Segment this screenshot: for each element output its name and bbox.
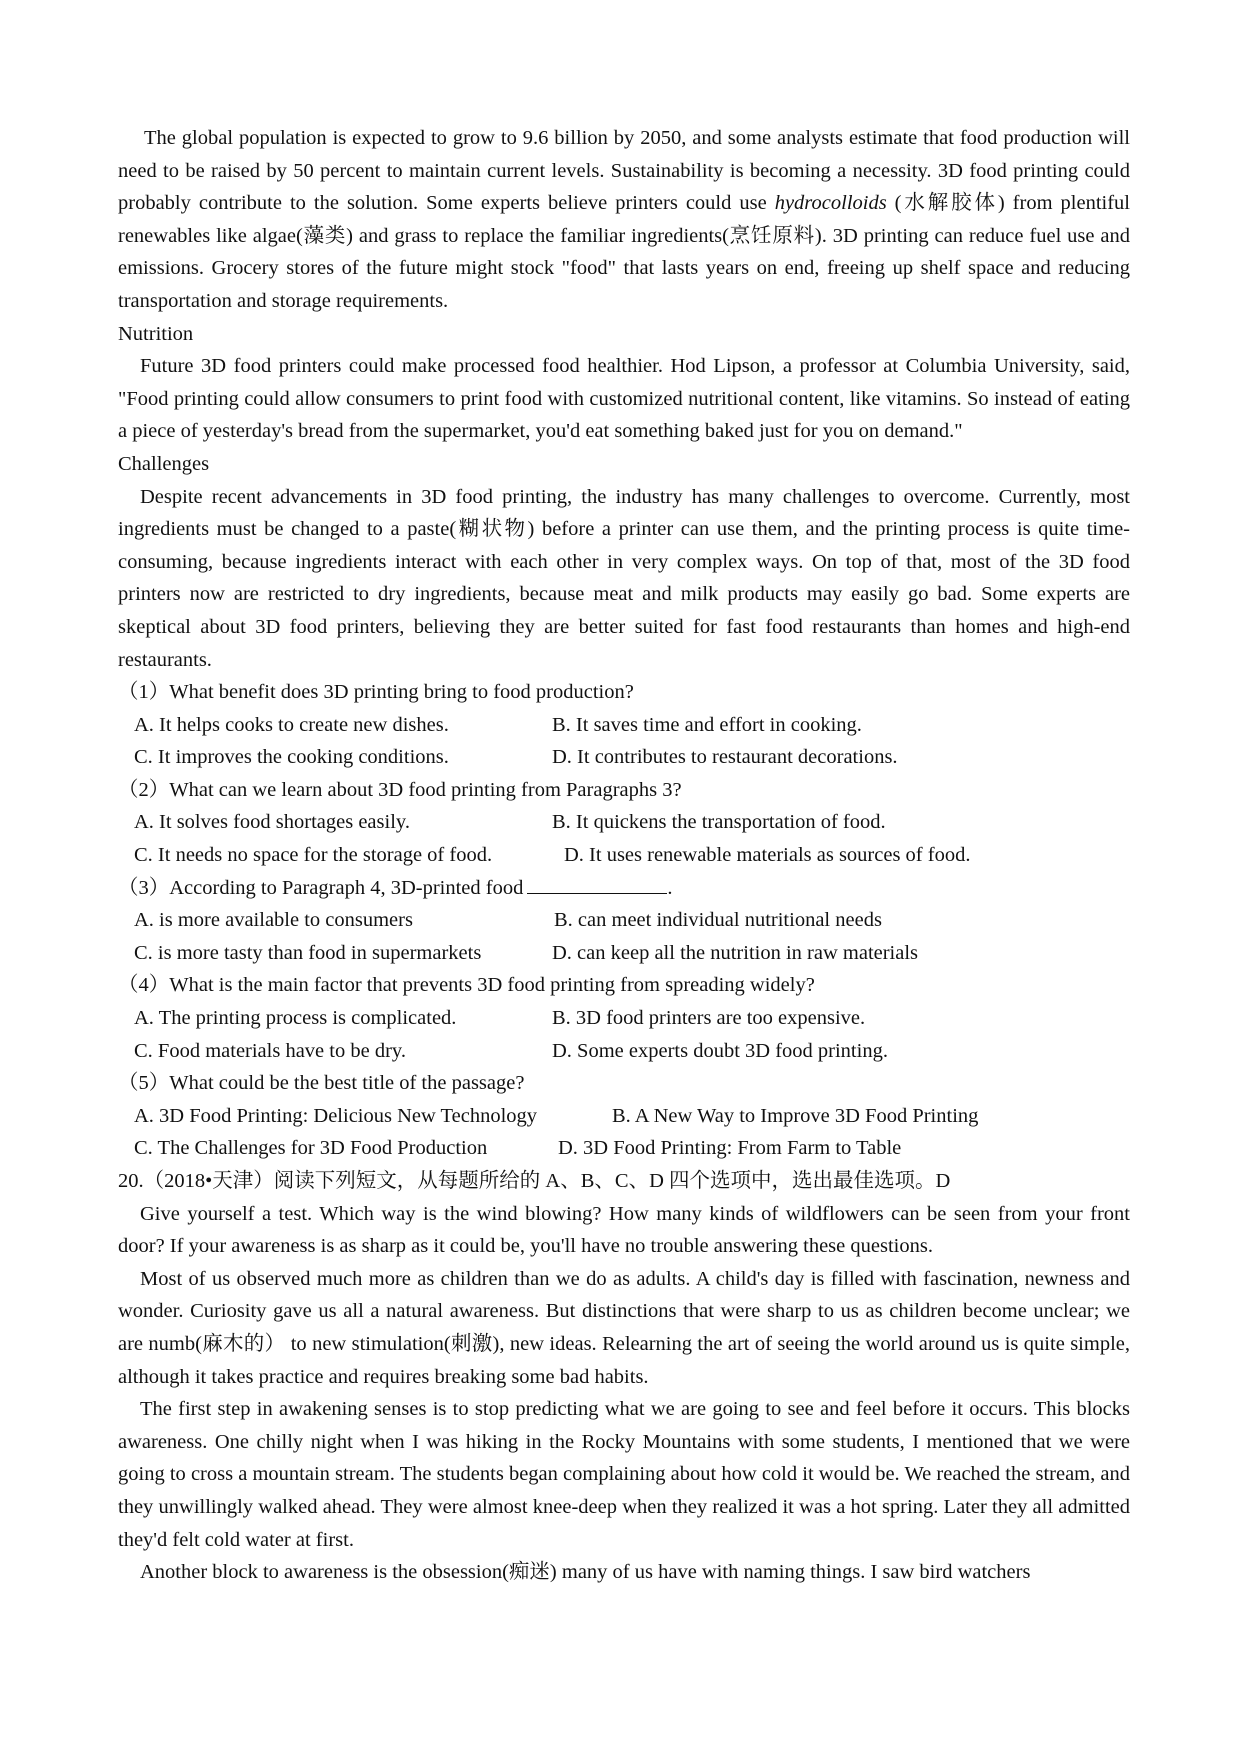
passage2-paragraph-4: Another block to awareness is the obsession(痴迷) many of us have with naming things. I saw bird watchers <box>140 1561 1031 1584</box>
passage-paragraph-challenges: Despite recent advancements in 3D food printing, the industry has many challenges to overcome. Currently, most ingredients must be changed to a paste(糊状物) before a printer can use them, and the printing process is quite time-consuming, because ingredients interact with each other in very complex ways. On top of that, most of the 3D food printers now are restricted to dry ingredients, because meat and milk products may easily go bad. Some experts are skeptical about 3D food printers, believing they are better suited for fast food restaurants than homes and high-end restaurants. <box>118 485 1130 671</box>
option-row <box>118 806 1130 839</box>
section-heading-nutrition: Nutrition <box>118 322 194 345</box>
option-c[interactable]: C. It needs no space for the storage of food. <box>134 844 493 867</box>
option-row <box>118 1100 1130 1133</box>
question-stem: （5）What could be the best title of the passage? <box>118 1072 525 1095</box>
option-row <box>118 937 1130 970</box>
paragraph-text: The global population is expected to grow to 9.6 billion by 2050, and some analysts estimate that food production will need to be raised by 50 percent to maintain current levels. Sustainability is becoming a necessity. 3D food printing could probably contribute to the solution. Some experts believe printers could use <box>118 127 1130 215</box>
question-4 <box>118 969 1130 1067</box>
option-d[interactable]: D. Some experts doubt 3D food printing. <box>552 1039 888 1062</box>
document-content <box>118 122 1130 1589</box>
question-stem <box>118 872 1130 905</box>
italic-term: hydrocolloids <box>774 192 887 215</box>
option-b[interactable]: B. It saves time and effort in cooking. <box>552 713 862 736</box>
question-2 <box>118 774 1130 872</box>
passage-paragraph-nutrition: Future 3D food printers could make processed food healthier. Hod Lipson, a professor at Columbia University, said, "Food printing could allow consumers to print food with customized nutritional content, like vitamins. So instead of eating a piece of yesterday's bread from the supermarket, you'd eat something baked just for you on demand." <box>118 355 1130 443</box>
option-d[interactable]: D. It uses renewable materials as sources of food. <box>564 844 971 867</box>
option-row <box>118 839 1130 872</box>
question-stem: （4）What is the main factor that prevents 3D food printing from spreading widely? <box>118 974 815 997</box>
question-5 <box>118 1067 1130 1165</box>
option-a[interactable]: A. is more available to consumers <box>134 909 413 932</box>
option-b[interactable]: B. It quickens the transportation of food. <box>552 811 886 834</box>
option-b[interactable]: B. can meet individual nutritional needs <box>554 909 882 932</box>
option-c[interactable]: C. is more tasty than food in supermarkets <box>134 941 482 964</box>
option-c[interactable]: C. Food materials have to be dry. <box>134 1039 406 1062</box>
option-row <box>118 1035 1130 1068</box>
option-b[interactable]: B. 3D food printers are too expensive. <box>552 1007 866 1030</box>
option-c[interactable]: C. The Challenges for 3D Food Production <box>134 1137 488 1160</box>
option-a[interactable]: A. It helps cooks to create new dishes. <box>134 713 449 736</box>
paragraph-text: (水解胶体) from plentiful renewables like algae(藻类) and grass to replace the familiar ingredients(烹饪原料). 3D printing can reduce fuel use and emissions. Grocery stores of the future might stock "food" that lasts years on end, freeing up shelf space and reducing transportation and storage requirements. <box>118 192 1130 312</box>
option-row <box>118 741 1130 774</box>
passage2-paragraph-2: Most of us observed much more as children than we do as adults. A child's day is filled with fascination, newness and wonder. Curiosity gave us all a natural awareness. But distinctions that were sharp to us as children become unclear; we are numb(麻木的） to new stimulation(刺激), new ideas. Relearning the art of seeing the world around us is quite simple, although it takes practice and requires breaking some bad habits. <box>118 1267 1130 1388</box>
answer-blank[interactable] <box>527 873 667 894</box>
option-d[interactable]: D. 3D Food Printing: From Farm to Table <box>558 1137 902 1160</box>
option-c[interactable]: C. It improves the cooking conditions. <box>134 746 449 769</box>
option-d[interactable]: D. It contributes to restaurant decorations. <box>552 746 898 769</box>
option-a[interactable]: A. 3D Food Printing: Delicious New Technology <box>134 1104 538 1127</box>
option-row <box>118 904 1130 937</box>
option-row <box>118 1132 1130 1165</box>
option-a[interactable]: A. It solves food shortages easily. <box>134 811 410 834</box>
question-stem-text: （3）According to Paragraph 4, 3D-printed food <box>118 876 524 899</box>
option-row <box>118 709 1130 742</box>
stem-end: . <box>667 876 673 899</box>
question-3 <box>118 872 1130 970</box>
option-b[interactable]: B. A New Way to Improve 3D Food Printing <box>612 1104 979 1127</box>
option-row <box>118 1002 1130 1035</box>
item-20-header: 20.（2018•天津）阅读下列短文，从每题所给的 A、B、C、D 四个选项中，选出最佳选项。D <box>118 1170 951 1192</box>
passage2-paragraph-1: Give yourself a test. Which way is the wind blowing? How many kinds of wildflowers can be seen from your front door? If your awareness is as sharp as it could be, you'll have no trouble answering these questions. <box>118 1202 1130 1258</box>
section-heading-challenges: Challenges <box>118 452 210 475</box>
option-d[interactable]: D. can keep all the nutrition in raw materials <box>552 941 919 964</box>
question-1 <box>118 676 1130 774</box>
question-stem: （2）What can we learn about 3D food printing from Paragraphs 3? <box>118 778 682 801</box>
option-a[interactable]: A. The printing process is complicated. <box>134 1007 457 1030</box>
passage2-paragraph-3: The first step in awakening senses is to stop predicting what we are going to see and feel before it occurs. This blocks awareness. One chilly night when I was hiking in the Rocky Mountains with some students, I mentioned that we were going to cross a mountain stream. The students began complaining about how cold it would be. We reached the stream, and they unwillingly walked ahead. They were almost knee-deep when they realized it was a hot spring. Later they all admitted they'd felt cold water at first. <box>118 1398 1130 1551</box>
question-stem: （1）What benefit does 3D printing bring to food production? <box>118 681 634 704</box>
passage-paragraph-1 <box>118 122 1130 318</box>
